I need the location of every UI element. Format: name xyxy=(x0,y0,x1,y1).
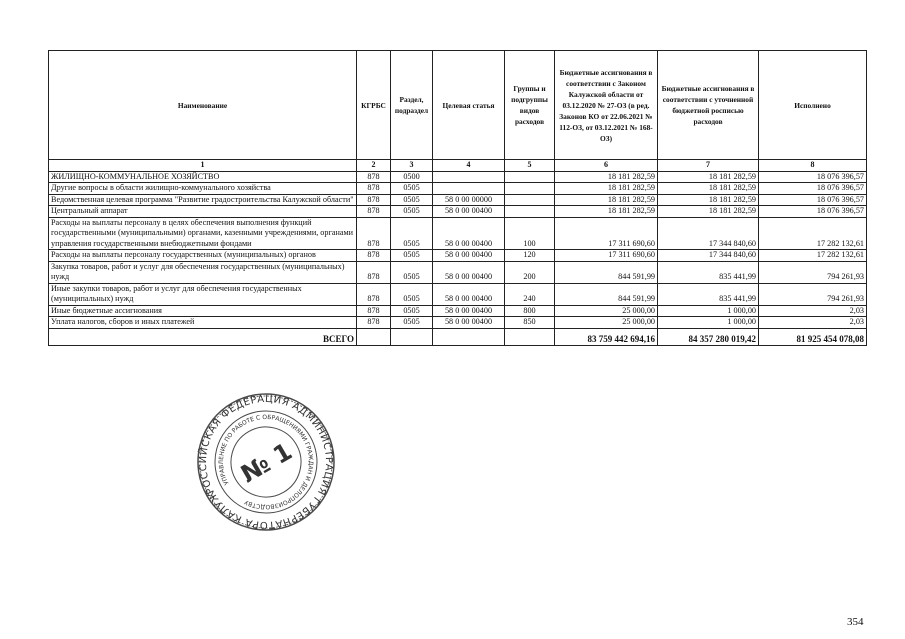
row-section: 0505 xyxy=(391,183,433,195)
table-row xyxy=(49,261,867,283)
header-target: Целевая статья xyxy=(433,51,505,160)
column-number: 8 xyxy=(759,160,867,172)
row-section: 0505 xyxy=(391,261,433,283)
header-law-allocation: Бюджетные ассигнования в соответствии с Законом Калужской области от 03.12.2020 № 27-ОЗ (в ред. Законов КО от 22.06.2021 № 112-ОЗ, от 03.12.2021 № 168-ОЗ) xyxy=(555,51,658,160)
row-target: 58 0 00 00400 xyxy=(433,250,505,262)
row-kgrbs: 878 xyxy=(357,183,391,195)
table-row xyxy=(49,250,867,262)
row-law-allocation: 18 181 282,59 xyxy=(555,183,658,195)
row-section: 0505 xyxy=(391,194,433,206)
row-name: ЖИЛИЩНО-КОММУНАЛЬНОЕ ХОЗЯЙСТВО xyxy=(49,171,357,183)
total-row xyxy=(49,328,867,345)
table-row xyxy=(49,317,867,329)
row-refined-allocation: 17 344 840,60 xyxy=(658,250,759,262)
row-section: 0505 xyxy=(391,305,433,317)
header-section: Раздел, подраздел xyxy=(391,51,433,160)
column-number: 3 xyxy=(391,160,433,172)
row-executed: 18 076 396,57 xyxy=(759,206,867,218)
row-kgrbs: 878 xyxy=(357,206,391,218)
table-row xyxy=(49,171,867,183)
row-law-allocation: 17 311 690,60 xyxy=(555,250,658,262)
row-kgrbs: 878 xyxy=(357,194,391,206)
row-executed: 18 076 396,57 xyxy=(759,171,867,183)
total-executed: 81 925 454 078,08 xyxy=(759,328,867,345)
row-executed: 17 282 132,61 xyxy=(759,217,867,250)
total-label: ВСЕГО xyxy=(49,328,357,345)
row-group xyxy=(505,171,555,183)
row-refined-allocation: 18 181 282,59 xyxy=(658,206,759,218)
row-group: 240 xyxy=(505,283,555,305)
row-section: 0505 xyxy=(391,283,433,305)
row-group: 800 xyxy=(505,305,555,317)
row-executed: 17 282 132,61 xyxy=(759,250,867,262)
row-group xyxy=(505,194,555,206)
row-refined-allocation: 18 181 282,59 xyxy=(658,183,759,195)
row-kgrbs: 878 xyxy=(357,283,391,305)
row-law-allocation: 18 181 282,59 xyxy=(555,206,658,218)
row-law-allocation: 844 591,99 xyxy=(555,283,658,305)
header-executed: Исполнено xyxy=(759,51,867,160)
row-kgrbs: 878 xyxy=(357,261,391,283)
row-law-allocation: 17 311 690,60 xyxy=(555,217,658,250)
empty-cell xyxy=(357,328,391,345)
row-target: 58 0 00 00000 xyxy=(433,194,505,206)
header-name: Наименование xyxy=(49,51,357,160)
row-group xyxy=(505,183,555,195)
row-group: 120 xyxy=(505,250,555,262)
seal-inner-text: УПРАВЛЕНИЕ ПО РАБОТЕ С ОБРАЩЕНИЯМИ ГРАЖДАН И ДЕЛОПРОИЗВОДСТВУ xyxy=(217,413,315,511)
row-refined-allocation: 1 000,00 xyxy=(658,305,759,317)
row-group: 200 xyxy=(505,261,555,283)
empty-cell xyxy=(391,328,433,345)
official-seal xyxy=(196,392,336,532)
row-executed: 2,03 xyxy=(759,305,867,317)
header-kgrbs: КГРБС xyxy=(357,51,391,160)
row-target xyxy=(433,183,505,195)
row-name: Ведомственная целевая программа "Развитие градостроительства Калужской области" xyxy=(49,194,357,206)
row-target: 58 0 00 00400 xyxy=(433,305,505,317)
row-section: 0505 xyxy=(391,206,433,218)
row-executed: 794 261,93 xyxy=(759,283,867,305)
row-target: 58 0 00 00400 xyxy=(433,206,505,218)
empty-cell xyxy=(505,328,555,345)
table-row xyxy=(49,217,867,250)
row-refined-allocation: 1 000,00 xyxy=(658,317,759,329)
column-number: 2 xyxy=(357,160,391,172)
row-kgrbs: 878 xyxy=(357,305,391,317)
row-name: Уплата налогов, сборов и иных платежей xyxy=(49,317,357,329)
table-row xyxy=(49,194,867,206)
total-law: 83 759 442 694,16 xyxy=(555,328,658,345)
row-group xyxy=(505,206,555,218)
row-name: Расходы на выплаты персоналу в целях обеспечения выполнения функций государственными (муниципальными) органами, казенными учреждениями, органами управления государственными внебюджетными фондами xyxy=(49,217,357,250)
column-number: 6 xyxy=(555,160,658,172)
table-row xyxy=(49,206,867,218)
total-refined: 84 357 280 019,42 xyxy=(658,328,759,345)
row-group: 850 xyxy=(505,317,555,329)
row-target xyxy=(433,171,505,183)
row-section: 0505 xyxy=(391,250,433,262)
table-row xyxy=(49,305,867,317)
header-groups: Группы и подгруппы видов расходов xyxy=(505,51,555,160)
row-refined-allocation: 835 441,99 xyxy=(658,283,759,305)
row-executed: 794 261,93 xyxy=(759,261,867,283)
row-kgrbs: 878 xyxy=(357,317,391,329)
table-row xyxy=(49,283,867,305)
row-law-allocation: 18 181 282,59 xyxy=(555,171,658,183)
seal-outer-text: РОССИЙСКАЯ ФЕДЕРАЦИЯ АДМИНИСТРАЦИЯ ГУБЕРНАТОРА КАЛУЖСКОЙ xyxy=(197,393,335,531)
row-target: 58 0 00 00400 xyxy=(433,217,505,250)
row-section: 0505 xyxy=(391,217,433,250)
row-group: 100 xyxy=(505,217,555,250)
row-section: 0505 xyxy=(391,317,433,329)
row-target: 58 0 00 00400 xyxy=(433,317,505,329)
page-number: 354 xyxy=(847,616,864,628)
column-number-row xyxy=(49,160,867,172)
row-section: 0500 xyxy=(391,171,433,183)
budget-table xyxy=(48,50,867,346)
row-law-allocation: 844 591,99 xyxy=(555,261,658,283)
row-name: Закупка товаров, работ и услуг для обеспечения государственных (муниципальных) нужд xyxy=(49,261,357,283)
row-target: 58 0 00 00400 xyxy=(433,261,505,283)
column-number: 5 xyxy=(505,160,555,172)
row-name: Центральный аппарат xyxy=(49,206,357,218)
row-kgrbs: 878 xyxy=(357,171,391,183)
column-number: 4 xyxy=(433,160,505,172)
row-refined-allocation: 17 344 840,60 xyxy=(658,217,759,250)
row-law-allocation: 25 000,00 xyxy=(555,317,658,329)
row-law-allocation: 25 000,00 xyxy=(555,305,658,317)
row-executed: 18 076 396,57 xyxy=(759,194,867,206)
row-kgrbs: 878 xyxy=(357,250,391,262)
row-refined-allocation: 18 181 282,59 xyxy=(658,194,759,206)
row-executed: 2,03 xyxy=(759,317,867,329)
row-kgrbs: 878 xyxy=(357,217,391,250)
header-refined-allocation: Бюджетные ассигнования в соответствии с уточненной бюджетной росписью расходов xyxy=(658,51,759,160)
row-law-allocation: 18 181 282,59 xyxy=(555,194,658,206)
seal-number: № 1 xyxy=(236,437,297,489)
row-refined-allocation: 18 181 282,59 xyxy=(658,171,759,183)
header-row xyxy=(49,51,867,160)
row-refined-allocation: 835 441,99 xyxy=(658,261,759,283)
row-name: Иные бюджетные ассигнования xyxy=(49,305,357,317)
column-number: 7 xyxy=(658,160,759,172)
column-number: 1 xyxy=(49,160,357,172)
empty-cell xyxy=(433,328,505,345)
row-target: 58 0 00 00400 xyxy=(433,283,505,305)
row-name: Иные закупки товаров, работ и услуг для обеспечения государственных (муниципальных) нужд xyxy=(49,283,357,305)
row-name: Другие вопросы в области жилищно-коммунального хозяйства xyxy=(49,183,357,195)
row-name: Расходы на выплаты персоналу государственных (муниципальных) органов xyxy=(49,250,357,262)
row-executed: 18 076 396,57 xyxy=(759,183,867,195)
table-row xyxy=(49,183,867,195)
